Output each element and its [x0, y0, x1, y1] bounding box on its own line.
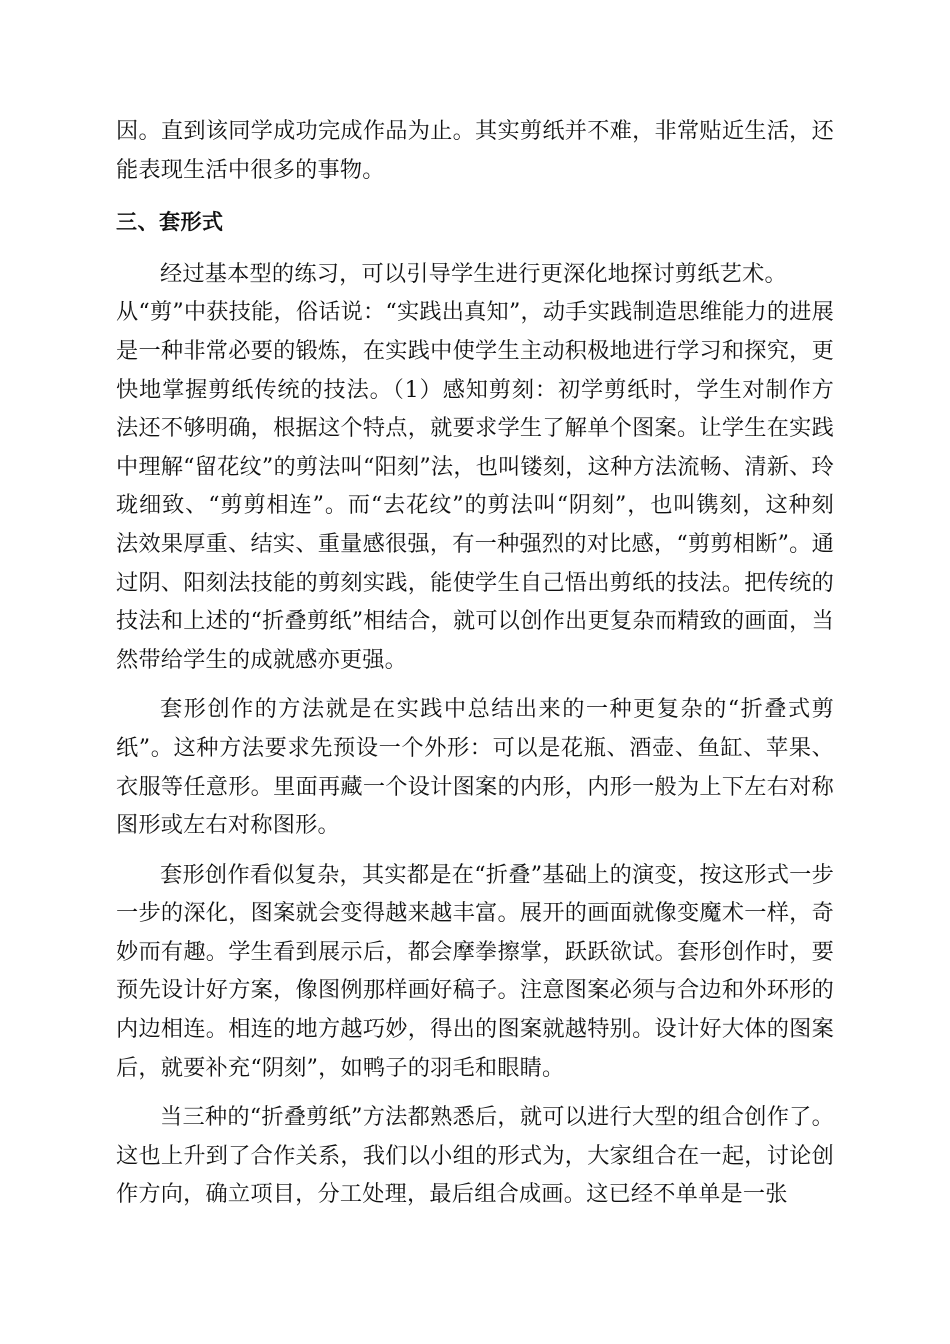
paragraph-3: 套形创作看似复杂，其实都是在“折叠”基础上的演变，按这形式一步一步的深化，图案就会变得越来越丰富。展开的画面就像变魔术一样，奇妙而有趣。学生看到展示后，都会摩拳擦掌，跃跃欲试。套形创作时，要预先设计好方案，像图例那样画好稿子。注意图案必须与合边和外环形的内边相连。相连的地方越巧妙，得出的图案就越特别。设计好大体的图案后，就要补充“阴刻”，如鸭子的羽毛和眼睛。	[116, 861, 834, 1081]
paragraph-1-body: 从“剪”中获技能，俗话说：“实践出真知”，动手实践制造思维能力的进展是一种非常必要的锻炼，在实践中使学生主动积极地进行学习和探究，更快地掌握剪纸传统的技法。（1）感知剪刻：初学剪纸时，学生对制作方法还不够明确，根据这个特点，就要求学生了解单个图案。让学生在实践中理解“留花纹”的剪法叫“阳刻”法，也叫镂刻，这种方法流畅、清新、玲珑细致、“剪剪相连”。而“去花纹”的剪法叫“阴刻”，也叫镌刻，这种刻法效果厚重、结实、重量感很强，有一种强烈的对比感，“剪剪相断”。通过阴、阳刻法技能的剪刻实践，能使学生自己悟出剪纸的技法。把传统的技法和上述的“折叠剪纸”相结合，就可以创作出更复杂而精致的画面，当然带给学生的成就感亦更强。	[116, 299, 834, 673]
paragraph-4: 当三种的“折叠剪纸”方法都熟悉后，就可以进行大型的组合创作了。这也上升到了合作关系，我们以小组的形式为，大家组合在一起，讨论创作方向，确立项目，分工处理，最后组合成画。这已经不单单是一张	[116, 1104, 834, 1208]
paragraph-2: 套形创作的方法就是在实践中总结出来的一种更复杂的“折叠式剪纸”。这种方法要求先预设一个外形：可以是花瓶、酒壶、鱼缸、苹果、衣服等任意形。里面再藏一个设计图案的内形，内形一般为上下左右对称图形或左右对称图形。	[116, 696, 834, 839]
paragraph-1-first-line: 经过基本型的练习，可以引导学生进行更深化地探讨剪纸艺术。	[160, 260, 787, 287]
document-page	[116, 112, 834, 1214]
intro-paragraph: 因。直到该同学成功完成作品为止。其实剪纸并不难，非常贴近生活，还能表现生活中很多的事物。	[116, 118, 834, 183]
paragraph-1	[116, 255, 834, 680]
section-heading: 三、套形式	[116, 210, 224, 235]
